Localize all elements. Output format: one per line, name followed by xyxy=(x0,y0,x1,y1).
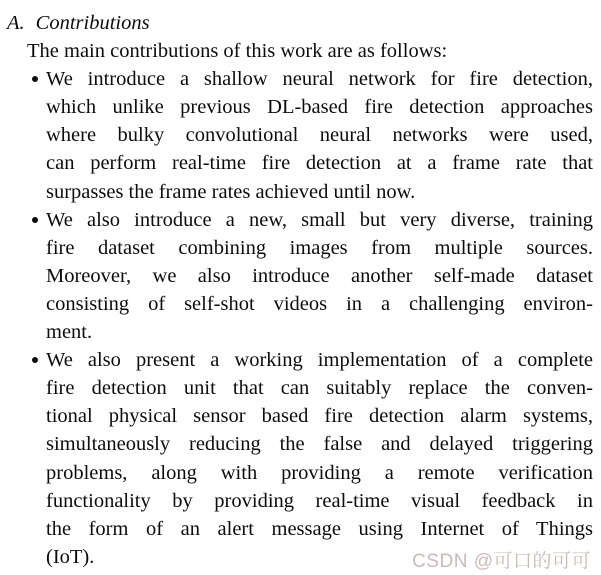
text-line: simultaneously reducing the false and delayed triggering xyxy=(46,433,593,456)
text-line: We introduce a shallow neural network for fire detection, xyxy=(46,68,593,91)
text-line: tional physical sensor based fire detection alarm systems, xyxy=(46,405,593,428)
text-line: Moreover, we also introduce another self-made dataset xyxy=(46,264,593,287)
text-line: surpasses the frame rates achieved until now. xyxy=(46,180,416,203)
text-line: the form of an alert message using Internet of Things xyxy=(46,517,593,540)
bullet-dot-icon xyxy=(32,76,38,82)
text-line: where bulky convolutional neural networks were used, xyxy=(46,124,593,147)
text-line: consisting of self-shot videos in a challenging environ- xyxy=(46,292,593,315)
bullet-list xyxy=(0,65,601,571)
text-line: which unlike previous DL-based fire detection approaches xyxy=(46,96,593,119)
bullet-item xyxy=(46,346,593,571)
bullet-dot-icon xyxy=(32,217,38,223)
bullet-text xyxy=(46,206,593,346)
text-line: ment. xyxy=(46,321,93,344)
watermark: CSDN @可口的可可 xyxy=(412,551,591,572)
intro-paragraph: The main contributions of this work are as follows: xyxy=(27,40,448,63)
bullet-item xyxy=(46,206,593,346)
text-line: We also introduce a new, small but very diverse, training xyxy=(46,208,593,231)
bullet-dot-icon xyxy=(32,357,38,363)
text-line: fire detection unit that can suitably replace the conven- xyxy=(46,377,593,400)
text-line: (IoT). xyxy=(46,545,95,568)
text-line: fire dataset combining images from multiple sources. xyxy=(46,236,593,259)
text-line: problems, along with providing a remote verification xyxy=(46,461,593,484)
text-line: can perform real-time fire detection at a frame rate that xyxy=(46,152,593,175)
bullet-text xyxy=(46,65,593,205)
bullet-text xyxy=(46,346,593,571)
section-heading-label: A. xyxy=(7,12,25,34)
bullet-item xyxy=(46,65,593,205)
text-line: We also present a working implementation of a complete xyxy=(46,349,593,372)
section-heading-title: Contributions xyxy=(35,12,150,34)
text-line: functionality by providing real-time visual feedback in xyxy=(46,489,593,512)
section-heading xyxy=(0,0,601,37)
